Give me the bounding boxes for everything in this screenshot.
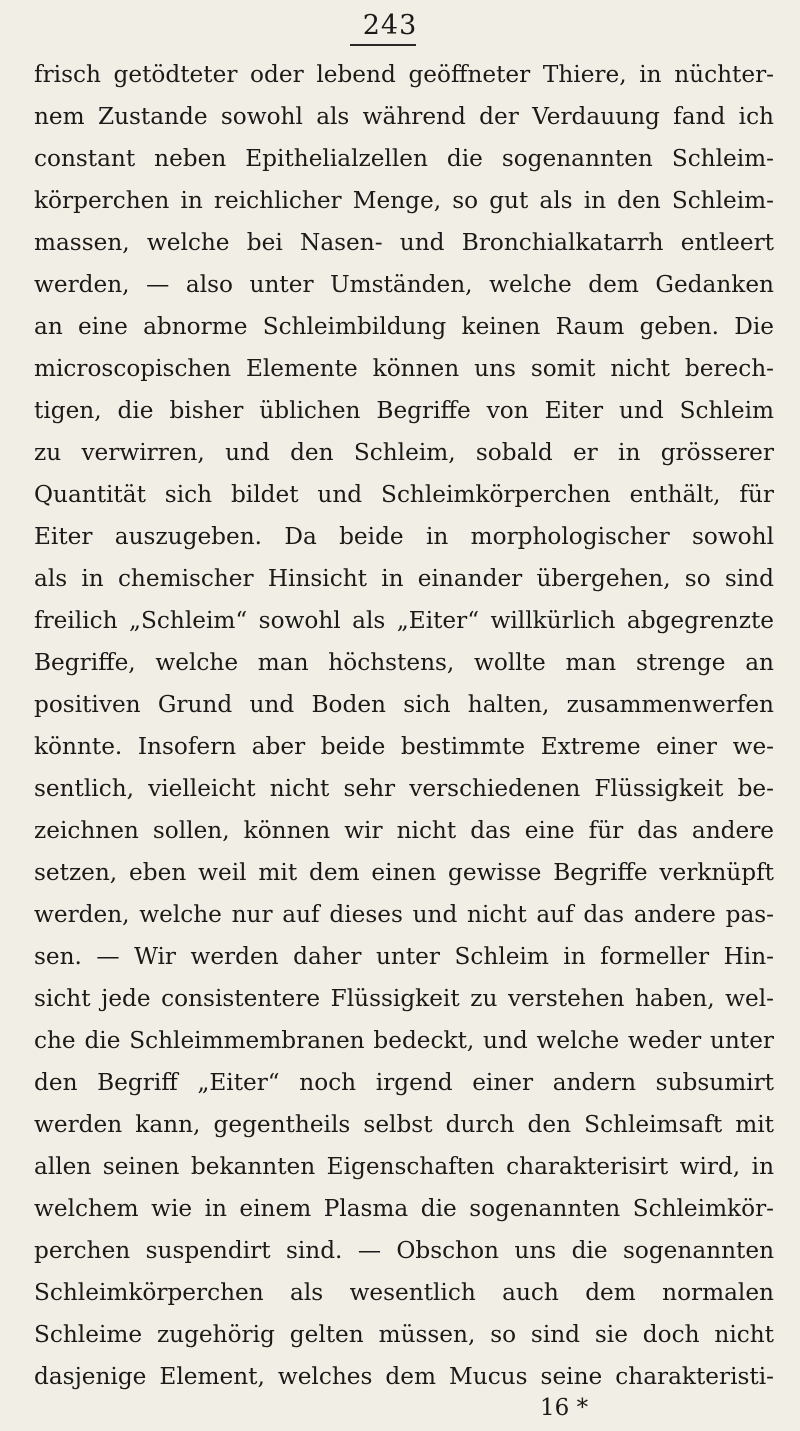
text-line: zeichnen sollen, können wir nicht das eine für das andere (34, 817, 774, 844)
text-line: Quantität sich bildet und Schleimkörperchen enthält, für (34, 481, 774, 508)
text-line: als in chemischer Hinsicht in einander übergehen, so sind (34, 565, 774, 592)
text-line: constant neben Epithelialzellen die sogenannten Schleim- (34, 145, 774, 172)
text-line: Eiter auszugeben. Da beide in morphologischer sowohl (34, 523, 774, 550)
text-line: che die Schleimmembranen bedeckt, und welche weder unter (34, 1027, 774, 1054)
text-line: frisch getödteter oder lebend geöffneter Thiere, in nüchter- (34, 61, 774, 88)
text-line: werden, — also unter Umständen, welche dem Gedanken (34, 271, 774, 298)
text-line: welchem wie in einem Plasma die sogenannten Schleimkör- (34, 1195, 774, 1222)
text-line: nem Zustande sowohl als während der Verdauung fand ich (34, 103, 774, 130)
text-line: Begriffe, welche man höchstens, wollte man strenge an (34, 649, 774, 676)
signature-mark: 16 * (540, 1395, 589, 1421)
text-line: perchen suspendirt sind. — Obschon uns die sogenannten (34, 1237, 774, 1264)
text-line: körperchen in reichlicher Menge, so gut als in den Schleim- (34, 187, 774, 214)
page-number: 243 (362, 10, 418, 41)
text-line: Schleimkörperchen als wesentlich auch dem normalen (34, 1279, 774, 1306)
text-line: sentlich, vielleicht nicht sehr verschiedenen Flüssigkeit be- (34, 775, 774, 802)
text-line: könnte. Insofern aber beide bestimmte Extreme einer we- (34, 733, 774, 760)
text-line: sen. — Wir werden daher unter Schleim in formeller Hin- (34, 943, 774, 970)
text-line: freilich „Schleim“ sowohl als „Eiter“ willkürlich abgegrenzte (34, 607, 774, 634)
text-line: setzen, eben weil mit dem einen gewisse Begriffe verknüpft (34, 859, 774, 886)
text-line: sicht jede consistentere Flüssigkeit zu verstehen haben, wel- (34, 985, 774, 1012)
text-line: an eine abnorme Schleimbildung keinen Raum geben. Die (34, 313, 774, 340)
text-line: werden, welche nur auf dieses und nicht auf das andere pas- (34, 901, 774, 928)
text-line: zu verwirren, und den Schleim, sobald er in grösserer (34, 439, 774, 466)
text-line: dasjenige Element, welches dem Mucus seine charakteristi- (34, 1363, 774, 1390)
text-line: den Begriff „Eiter“ noch irgend einer andern subsumirt (34, 1069, 774, 1096)
text-line: allen seinen bekannten Eigenschaften charakterisirt wird, in (34, 1153, 774, 1180)
text-line: werden kann, gegentheils selbst durch den Schleimsaft mit (34, 1111, 774, 1138)
text-line: tigen, die bisher üblichen Begriffe von Eiter und Schleim (34, 397, 774, 424)
body-text (34, 54, 774, 1398)
text-line: massen, welche bei Nasen- und Bronchialkatarrh entleert (34, 229, 774, 256)
text-line: microscopischen Elemente können uns somit nicht berech- (34, 355, 774, 382)
text-line: positiven Grund und Boden sich halten, zusammenwerfen (34, 691, 774, 718)
header-rule (350, 44, 416, 46)
text-line: Schleime zugehörig gelten müssen, so sind sie doch nicht (34, 1321, 774, 1348)
